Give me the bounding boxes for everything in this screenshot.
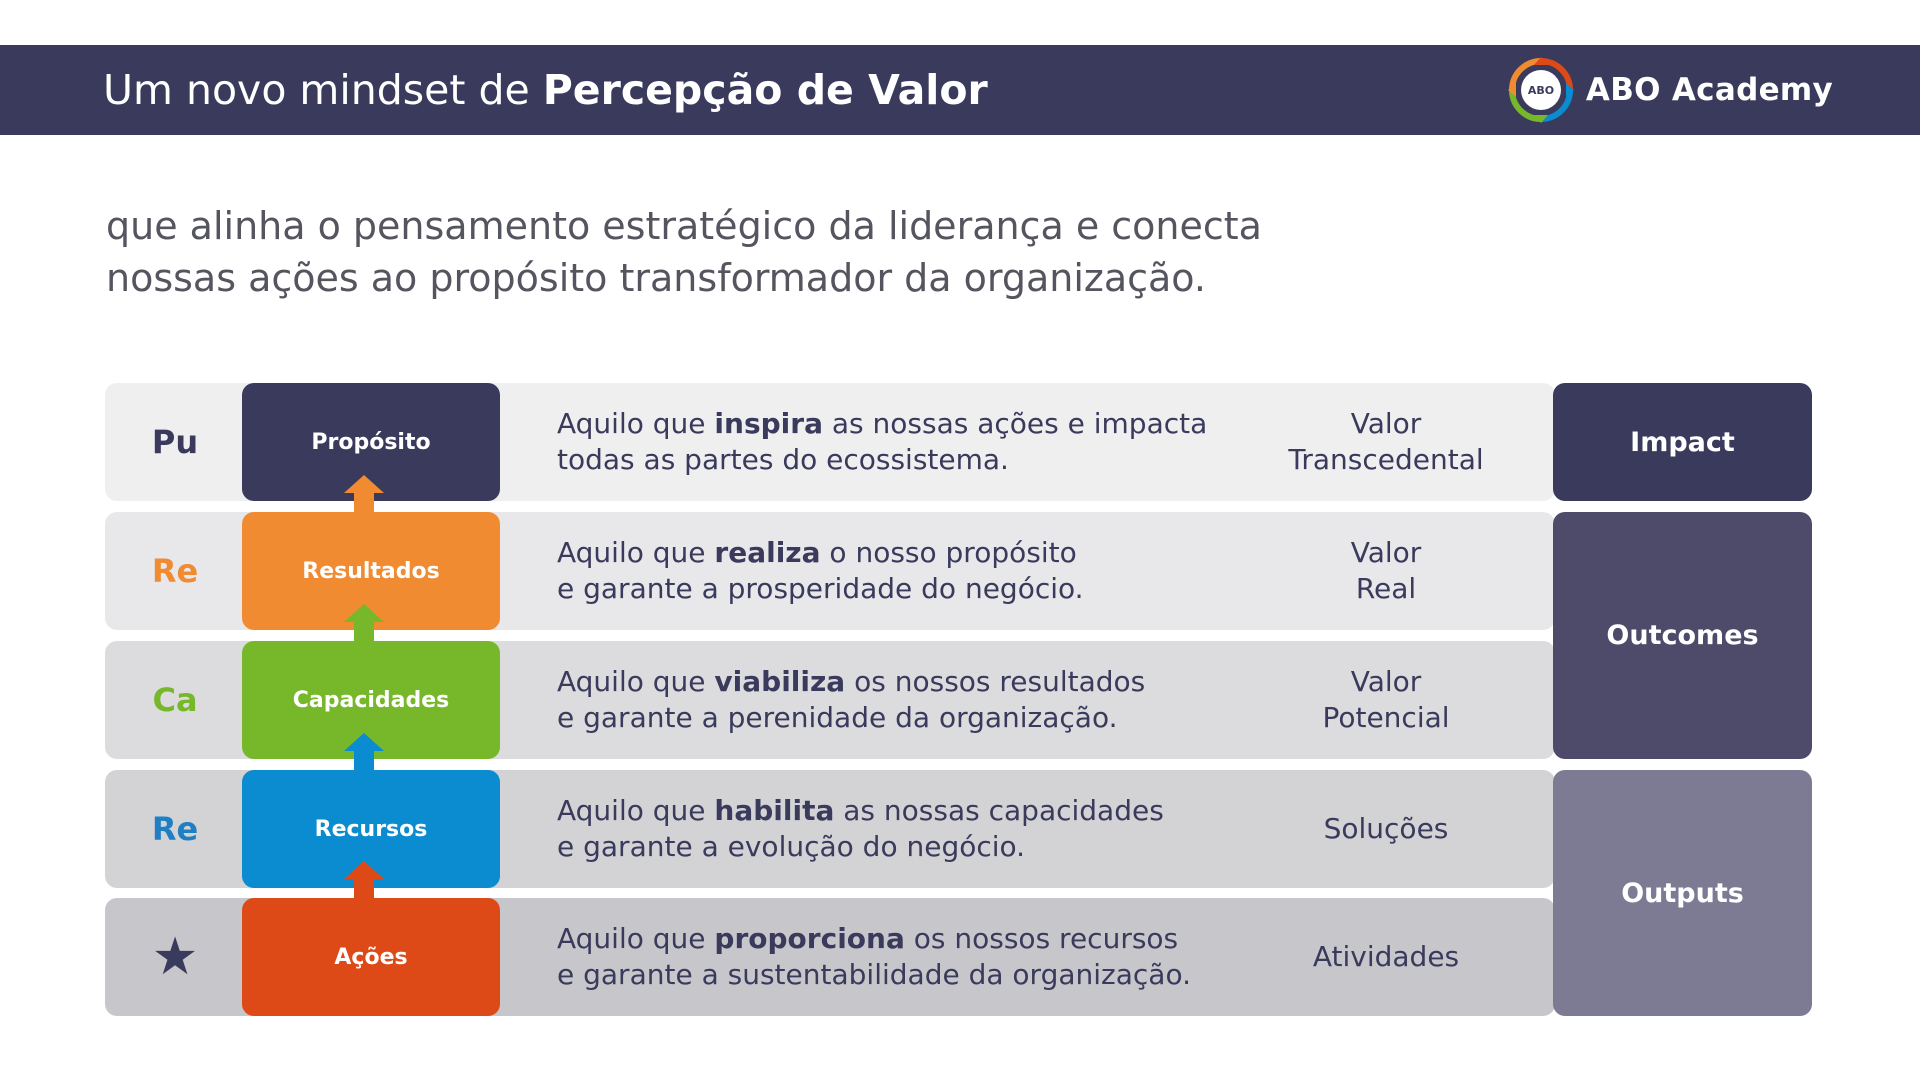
- abbr-results: Re: [151, 552, 199, 590]
- desc-line-2: e garante a prosperidade do negócio.: [557, 572, 1084, 605]
- page-title: [103, 45, 988, 135]
- category-outcomes: Outcomes: [1553, 512, 1812, 759]
- value-line-1: Valor: [1350, 536, 1422, 569]
- desc-text: Aquilo que: [557, 794, 715, 827]
- category-outputs: Outputs: [1553, 770, 1812, 1016]
- value-line-2: Real: [1355, 572, 1417, 605]
- abbr-capabilities: Ca: [152, 681, 198, 719]
- value-line-1: Valor: [1350, 407, 1422, 440]
- description-capacidades: [557, 641, 1197, 759]
- category-impact: Impact: [1553, 383, 1812, 501]
- intro-line-1: que alinha o pensamento estratégico da liderança e conecta: [106, 204, 1262, 248]
- abbr-purpose: Pu: [151, 423, 199, 461]
- value-line-1: Soluções: [1323, 812, 1449, 845]
- arrow-up-icon: [344, 604, 384, 644]
- desc-text: Aquilo que: [557, 665, 715, 698]
- block-capacidades: Capacidades: [242, 641, 500, 759]
- desc-keyword: habilita: [714, 794, 835, 827]
- block-proposito: Propósito: [242, 383, 500, 501]
- value-line-1: Valor: [1350, 665, 1422, 698]
- value-label-real: [1236, 512, 1536, 630]
- value-label-transcedental: [1236, 383, 1536, 501]
- page-title-bold: Percepção de Valor: [542, 66, 988, 114]
- value-line-1: Atividades: [1312, 940, 1460, 973]
- desc-text: Aquilo que: [557, 407, 715, 440]
- value-label-solucoes: [1236, 770, 1536, 888]
- abo-logo-text: ABO: [1527, 84, 1555, 97]
- abbr-resources: Re: [151, 810, 199, 848]
- desc-text: as nossas ações e impacta: [822, 407, 1208, 440]
- block-recursos: Recursos: [242, 770, 500, 888]
- star-icon: ★: [151, 927, 199, 987]
- description-proposito: [557, 383, 1208, 501]
- brand-name: ABO Academy: [1585, 72, 1833, 108]
- desc-text: as nossas capacidades: [834, 794, 1164, 827]
- description-acoes: [557, 898, 1197, 1016]
- abbr-actions: [105, 898, 245, 1016]
- desc-line-2: e garante a evolução do negócio.: [557, 830, 1026, 863]
- header-bar: [0, 45, 1920, 135]
- desc-line-2: e garante a sustentabilidade da organização.: [557, 958, 1191, 991]
- desc-keyword: proporciona: [714, 922, 905, 955]
- block-resultados: Resultados: [242, 512, 500, 630]
- value-line-2: Transcedental: [1288, 443, 1484, 476]
- arrow-up-icon: [344, 733, 384, 773]
- value-label-potencial: [1236, 641, 1536, 759]
- intro-line-2: nossas ações ao propósito transformador da organização.: [106, 256, 1206, 300]
- arrow-up-icon: [344, 861, 384, 901]
- intro-text: [106, 200, 1406, 304]
- desc-keyword: inspira: [714, 407, 823, 440]
- brand: [1508, 57, 1833, 123]
- abo-logo-icon: [1508, 57, 1574, 123]
- value-label-atividades: [1236, 898, 1536, 1016]
- value-line-2: Potencial: [1322, 701, 1450, 734]
- desc-text: os nossos resultados: [845, 665, 1146, 698]
- block-acoes: Ações: [242, 898, 500, 1016]
- desc-text: os nossos recursos: [904, 922, 1179, 955]
- description-recursos: [557, 770, 1197, 888]
- desc-text: Aquilo que: [557, 922, 715, 955]
- desc-keyword: realiza: [714, 536, 821, 569]
- arrow-up-icon: [344, 475, 384, 515]
- desc-text: Aquilo que: [557, 536, 715, 569]
- description-resultados: [557, 512, 1197, 630]
- page-title-light: Um novo mindset de: [103, 66, 543, 114]
- desc-text: o nosso propósito: [820, 536, 1077, 569]
- desc-keyword: viabiliza: [714, 665, 846, 698]
- desc-line-2: e garante a perenidade da organização.: [557, 701, 1118, 734]
- desc-line-2: todas as partes do ecossistema.: [557, 443, 1009, 476]
